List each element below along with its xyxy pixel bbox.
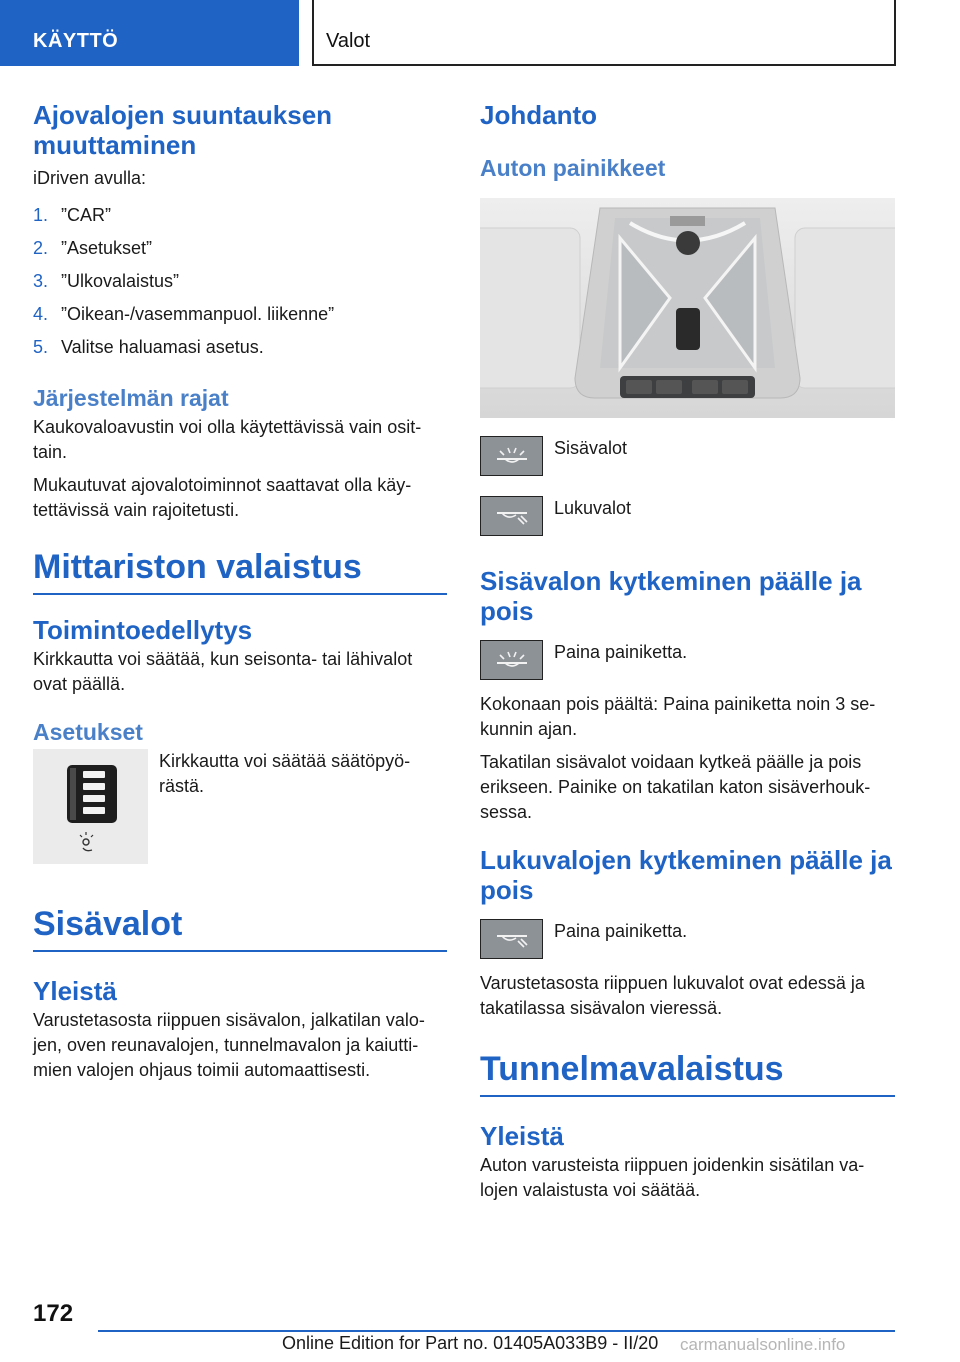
chapter-box [312, 0, 896, 66]
page-header [0, 0, 960, 66]
dimmer-wheel-icon [33, 749, 148, 864]
heading-general-2: Yleistä [480, 1121, 564, 1151]
footer-divider [98, 1330, 895, 1332]
press-button-text: Paina painiketta. [554, 642, 688, 662]
on-off-paragraph-2: Takatilan sisävalot voidaan kytkeä päälle ja pois erikseen. Painike on takatilan katon sisäverhouksessa. [480, 752, 871, 822]
heading-car-buttons: Auton painikkeet [480, 155, 666, 181]
list-item: 4. ”Oikean-/vasemmanpuol. liikenne” [33, 304, 335, 324]
heading-limits: Järjestelmän rajat [33, 385, 229, 411]
heading-interior-on-off: Sisävalon kytkeminen päälle ja pois [480, 566, 862, 626]
interior-light-icon [480, 436, 543, 476]
idrive-text: iDriven avulla: [33, 168, 147, 188]
general-paragraph: Varustetasosta riippuen sisävalon, jalkatilan valojen, oven reunavalojen, tunnelmavalon ja kaiuttimien valojen ohjaus toimii automaattisesti. [33, 1010, 425, 1080]
heading-instrument-lighting: Mittariston valaistus [33, 547, 447, 595]
list-item: 2. ”Asetukset” [33, 238, 153, 258]
interior-light-row [480, 436, 895, 476]
reading-light-row [480, 496, 895, 536]
label-interior-lights: Sisävalot [554, 438, 628, 458]
heading-general: Yleistä [33, 976, 117, 1006]
press-button-text: Paina painiketta. [554, 921, 688, 941]
section-tab [0, 0, 299, 66]
list-item: 1. ”CAR” [33, 205, 111, 225]
interior-light-icon [480, 640, 543, 680]
heading-reading-on-off: Lukuvalojen kytkeminen päälle ja pois [480, 845, 892, 905]
ambient-paragraph: Auton varusteista riippuen joidenkin sisätilan valojen valaistusta voi säätää. [480, 1155, 865, 1200]
press-row-reading [480, 919, 895, 959]
heading-ambient-lighting: Tunnelmavalaistus [480, 1049, 895, 1097]
reading-light-icon [480, 919, 543, 959]
heading-interior-lights: Sisävalot [33, 904, 447, 952]
right-column [480, 100, 895, 1203]
section-title: KÄYTTÖ [33, 30, 119, 52]
heading-aim: Ajovalojen suuntauksen muuttaminen [33, 100, 333, 160]
left-column [33, 100, 447, 1083]
on-off-paragraph-1: Kokonaan pois päältä: Paina painiketta noin 3 sekunnin ajan. [480, 694, 876, 739]
limits-paragraph-1: Kaukovaloavustin voi olla käytettävissä vain osittain. [33, 417, 422, 462]
heading-settings: Asetukset [33, 719, 143, 745]
settings-paragraph: Kirkkautta voi säätää säätöpyörästä. [159, 751, 411, 796]
press-row-interior [480, 640, 895, 680]
page-number: 172 [33, 1300, 74, 1327]
list-item: 3. ”Ulkovalaistus” [33, 271, 180, 291]
chapter-title: Valot [326, 30, 371, 52]
watermark-text: carmanualsonline.info [680, 1335, 846, 1354]
prerequisite-paragraph: Kirkkautta voi säätää, kun seisonta- tai lähivalot ovat päällä. [33, 649, 413, 694]
list-item: 5. Valitse haluamasi asetus. [33, 337, 264, 357]
limits-paragraph-2: Mukautuvat ajovalotoiminnot saattavat olla käytettävissä vain rajoitetusti. [33, 475, 412, 520]
heading-introduction: Johdanto [480, 100, 597, 130]
label-reading-lights: Lukuvalot [554, 498, 632, 518]
edition-text: Online Edition for Part no. 01405A033B9 - II/20 [282, 1333, 659, 1353]
roof-console-photo [480, 198, 895, 418]
settings-row [33, 749, 447, 864]
steps-list [33, 199, 447, 364]
reading-light-icon [480, 496, 543, 536]
heading-prerequisite: Toimintoedellytys [33, 615, 253, 645]
reading-paragraph: Varustetasosta riippuen lukuvalot ovat edessä ja takatilassa sisävalon vieressä. [480, 973, 865, 1018]
